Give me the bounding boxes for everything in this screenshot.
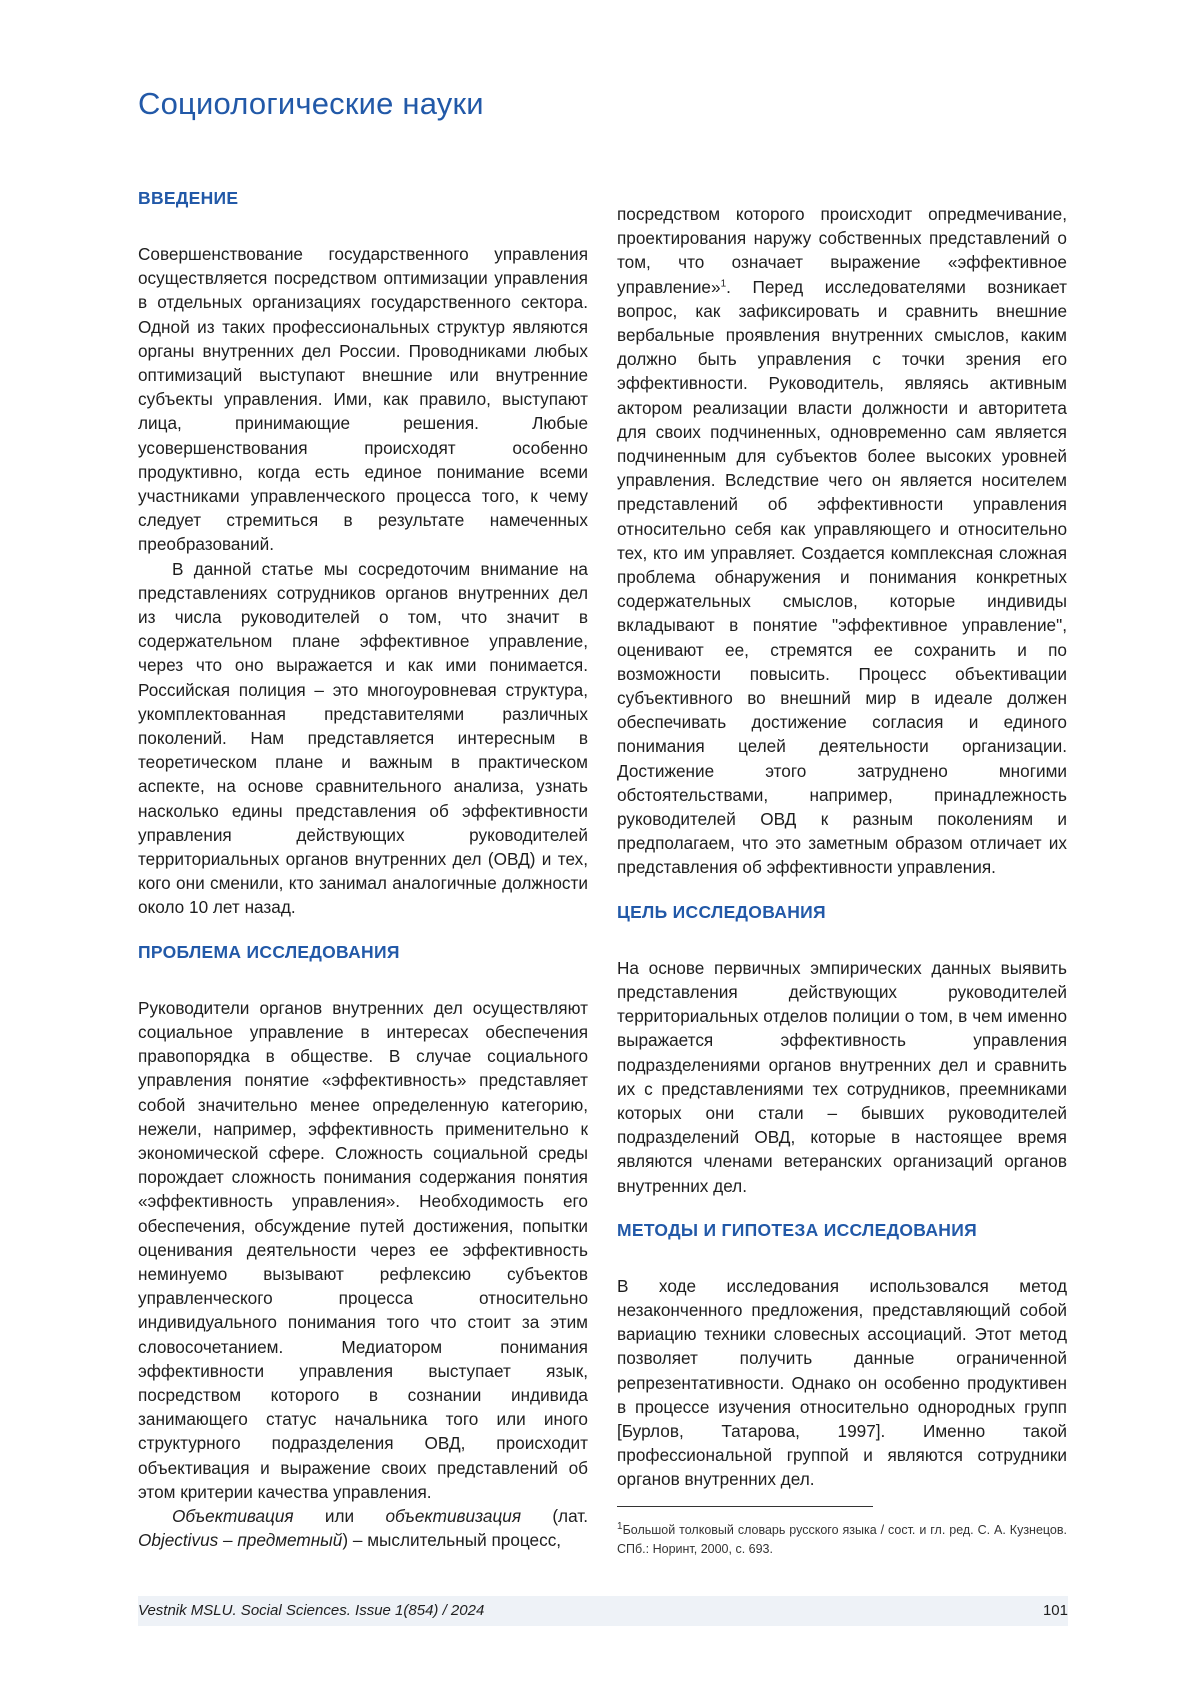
footnote-reference[interactable]: 1 [720,277,727,289]
heading-goal: ЦЕЛЬ ИССЛЕДОВАНИЯ [617,901,826,922]
heading-methods: МЕТОДЫ И ГИПОТЕЗА ИССЛЕДОВАНИЯ [617,1219,977,1240]
continued-text: посредством которого происходит опредмечивание, проектирования наружу собственных представлений о том, что означает выражение «эффективное управление» [617,204,1067,297]
footer-page-number: 101 [1042,1602,1068,1619]
footnote [617,1521,1067,1559]
term-objectivization: объективизация [385,1505,522,1526]
heading-problem: ПРОБЛЕМА ИССЛЕДОВАНИЯ [138,941,400,962]
intro-paragraph-2: В данной статье мы сосредоточим внимание на представлениях сотрудников органов внутренних дел из числа руководителей о том, что значит в содержательном плане эффективное управление, через что оно выражается и как ими понимается. Российская полиция – это многоуровневая структура, укомплектованная представителями различных поколений. Нам представляется интересным в теоретическом плане и важным в практическом аспекте, на основе сравнительного анализа, узнать насколько едины представления об эффективности управления действующих руководителей территориальных органов внутренних дел (ОВД) и тех, кого они сменили, кто занимал аналогичные должности около 10 лет назад. [138,558,588,918]
footnote-number: 1 [617,1520,623,1532]
heading-introduction: ВВЕДЕНИЕ [138,188,239,208]
problem-paragraph-2 [138,1504,588,1552]
footer-journal-title: Vestnik MSLU. Social Sciences. Issue 1(854) / 2024 [138,1602,485,1619]
methods-paragraph: В ходе исследования использовался метод незаконченного предложения, представляющий собой вариацию техники словесных ассоциаций. Этот метод позволяет получить данные ограниченной репрезентативности. Однако он особенно продуктивен в процессе изучения относительно однородных групп [Бурлов, Татарова, 1997]. Именно такой профессиональной группой и являются сотрудники органов внутренних дел. [617,1275,1067,1490]
right-column [617,202,1067,1559]
continued-text-rest: . Перед исследователями возникает вопрос, как зафиксировать и сравнить внешние вербальные проявления внутренних смыслов, каким должно быть управления с точки зрения его эффективности. Руководитель, являясь активным актором реализации власти должности и авторитета для своих подчиненных, одновременно сам является подчиненным для субъектов более высоких уровней управления. Вследствие чего он является носителем представлений об эффективности управления относительно себя как управляющего и относительно тех, кто им управляет. Создается комплексная сложная проблема обнаружения и понимания конкретных содержательных смыслов, которые индивиды вкладывают в понятие "эффективное управление", оценивают ее, стремятся ее сохранить и по возможности повысить. Процесс объективации субъективного во внешний мир в идеале должен обеспечивать достижение согласия и единого понимания целей деятельности организации. Достижение этого затруднено многими обстоятельствами, например, принадлежность руководителей ОВД к разным поколениям и предполагаем, что это заметным образом отличает их представления об эффективности управления. [617,276,1067,878]
continued-paragraph [617,202,1067,880]
page-footer [138,1596,1068,1626]
goal-paragraph: На основе первичных эмпирических данных выявить представления действующих руководителей территориальных отделов полиции о том, в чем именно выражается эффективность управления подразделениями органов внутренних дел и сравнить их с представлениями тех сотрудников, преемниками которых они стали – бывших руководителей подразделений ОВД, которые в настоящее время являются членами ветеранских организаций органов внутренних дел. [617,957,1067,1196]
text-definition: ) – мыслительный процесс, [342,1530,562,1551]
problem-paragraph-1: Руководители органов внутренних дел осуществляют социальное управление в интересах обеспечения правопорядка в обществе. В случае социального управления понятие «эффективность» представляет собой значительно менее определенную категорию, нежели, например, эффективность применительно к экономической сфере. Сложность социальной среды порождает сложность понимания содержания понятия «эффективность управления». Необходимость его обеспечения, обсуждение путей достижения, попытки оценивания деятельности через ее эффективность неминуемо вызывают рефлексию субъектов управленческого процесса относительно индивидуального понимания того что стоит за этим словосочетанием. Медиатором понимания эффективности управления выступает язык, посредством которого в сознании индивида занимающего статус начальника того или иного структурного подразделения ОВД, происходит объективация и выражение своих представлений об этом критерии качества управления. [138,997,588,1502]
term-objectivation: Объективация [172,1505,294,1526]
section-title: Социологические науки [138,86,484,121]
term-latin: Objectivus – предметный [138,1530,343,1551]
footnote-divider [617,1506,873,1507]
text-or: или [293,1505,386,1526]
footnote-text: Большой толковый словарь русского языка / сост. и гл. ред. С. А. Кузнецов. СПб.: Норинт, 2000, с. 693. [617,1522,1067,1556]
text-latin-prefix: (лат. [521,1505,589,1526]
left-column [138,188,588,1552]
intro-paragraph-1: Совершенствование государственного управления осуществляется посредством оптимизации управления в отдельных организациях государственного сектора. Одной из таких профессиональных структур являются органы внутренних дел России. Проводниками любых оптимизаций выступают внешние или внутренние субъекты управления. Ими, как правило, выступают лица, принимающие решения. Любые усовершенствования происходят особенно продуктивно, когда есть единое понимание всеми участниками управленческого процесса того, к чему следует стремиться в результате намеченных преобразований. [138,244,588,555]
